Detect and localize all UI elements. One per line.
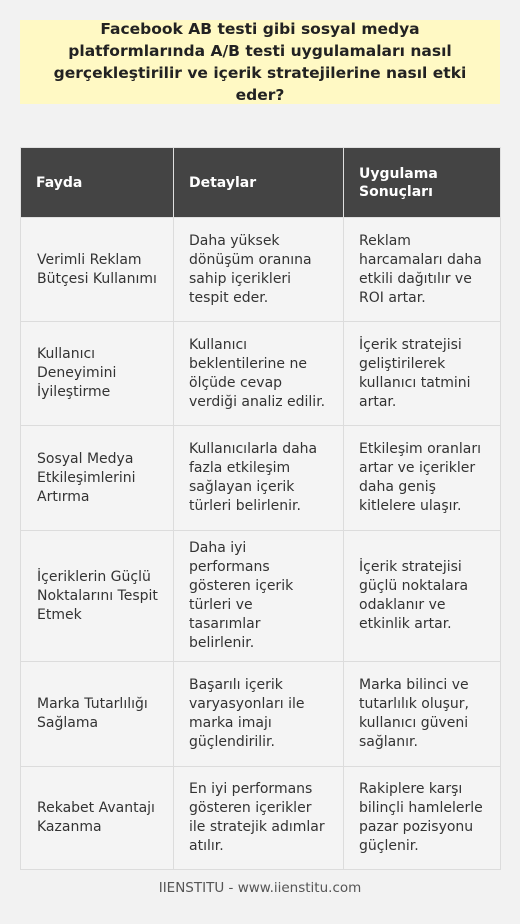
table-header-row xyxy=(21,148,501,218)
table-row xyxy=(21,218,501,322)
page-title xyxy=(20,20,500,104)
table-cell-details: Kullanıcı beklentilerine ne ölçüde cevap verdiği analiz edilir. xyxy=(174,322,344,426)
table-cell-results: Rakiplere karşı bilinçli hamlelerle pazar pozisyonu güçlenir. xyxy=(344,767,501,870)
table-row xyxy=(21,426,501,531)
table-cell-benefit: İçeriklerin Güçlü Noktalarını Tespit Etmek xyxy=(21,531,174,662)
table-cell-results: Marka bilinci ve tutarlılık oluşur, kullanıcı güveni sağlanır. xyxy=(344,662,501,767)
table-cell-details: Başarılı içerik varyasyonları ile marka imajı güçlendirilir. xyxy=(174,662,344,767)
header-uygulama-sonuclari: Uygulama Sonuçları xyxy=(344,148,501,218)
table-cell-details: En iyi performans gösteren içerikler ile stratejik adımlar atılır. xyxy=(174,767,344,870)
footer-credit: IIENSTITU - www.iienstitu.com xyxy=(158,880,362,896)
table-cell-results: İçerik stratejisi güçlü noktalara odaklanır ve etkinlik artar. xyxy=(344,531,501,662)
table-row xyxy=(21,531,501,662)
table-cell-benefit: Rekabet Avantajı Kazanma xyxy=(21,767,174,870)
header-detaylar: Detaylar xyxy=(174,148,344,218)
table-cell-details: Daha iyi performans gösteren içerik türleri ve tasarımlar belirlenir. xyxy=(174,531,344,662)
table-cell-results: Etkileşim oranları artar ve içerikler daha geniş kitlelere ulaşır. xyxy=(344,426,501,531)
table-cell-results: Reklam harcamaları daha etkili dağıtılır ve ROI artar. xyxy=(344,218,501,322)
table-cell-benefit: Marka Tutarlılığı Sağlama xyxy=(21,662,174,767)
table-cell-benefit: Sosyal Medya Etkileşimlerini Artırma xyxy=(21,426,174,531)
benefits-table xyxy=(20,147,501,870)
table-row xyxy=(21,322,501,426)
header-fayda: Fayda xyxy=(21,148,174,218)
table-cell-results: İçerik stratejisi geliştirilerek kullanıcı tatmini artar. xyxy=(344,322,501,426)
table-cell-details: Kullanıcılarla daha fazla etkileşim sağlayan içerik türleri belirlenir. xyxy=(174,426,344,531)
table-cell-benefit: Kullanıcı Deneyimini İyileştirme xyxy=(21,322,174,426)
table-cell-details: Daha yüksek dönüşüm oranına sahip içerikleri tespit eder. xyxy=(174,218,344,322)
page-title-text: Facebook AB testi gibi sosyal medya platformlarında A/B testi uygulamaları nasıl gerçekleştirilir ve içerik stratejilerine nasıl etki eder? xyxy=(53,20,467,104)
table-cell-benefit: Verimli Reklam Bütçesi Kullanımı xyxy=(21,218,174,322)
table-row xyxy=(21,767,501,870)
table-row xyxy=(21,662,501,767)
